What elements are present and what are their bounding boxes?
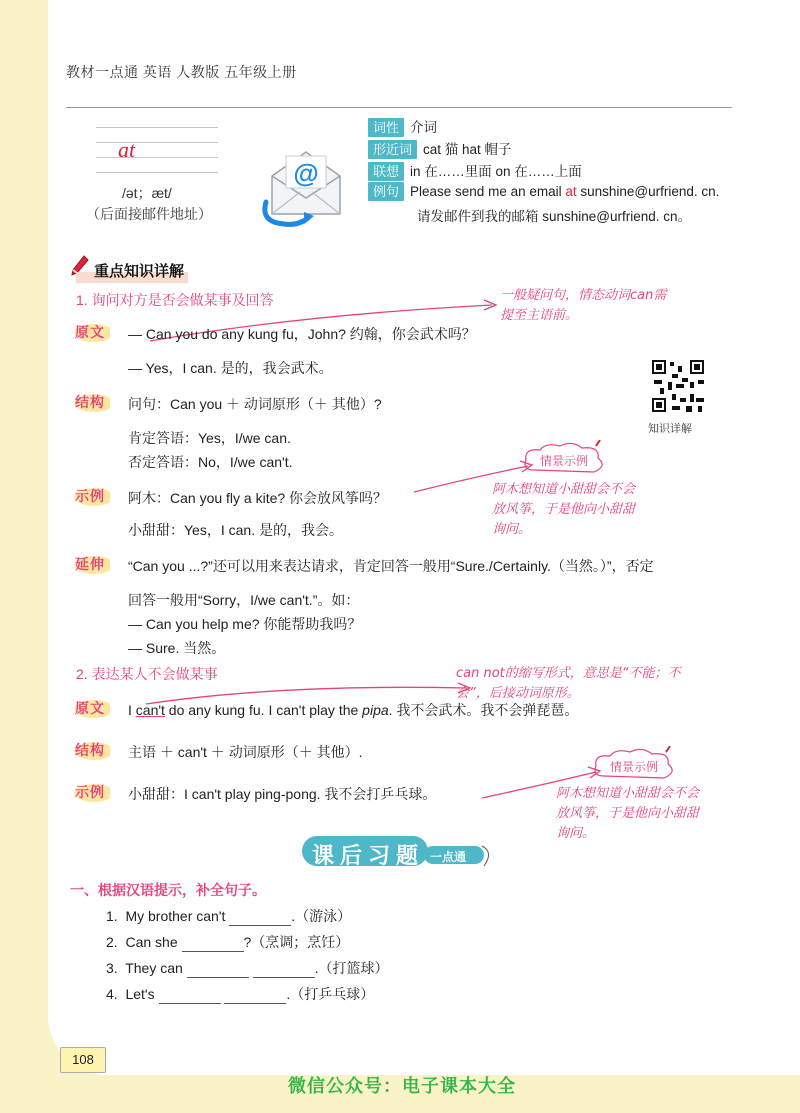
item-hint: .（游泳）: [291, 908, 352, 924]
original-1-line-2: — Yes，I can. 是的，我会武术。: [128, 360, 333, 376]
label-structure-2: 结构: [70, 740, 110, 760]
answer-blank[interactable]: [229, 911, 291, 926]
item-number: 1.: [106, 908, 118, 924]
item-hint: .（打乒乓球）: [286, 986, 375, 1002]
qr-code-icon[interactable]: [650, 358, 706, 414]
answer-blank[interactable]: [224, 989, 286, 1004]
item-prompt: They can: [125, 960, 183, 976]
note-scenario-1: 阿木想知道小甜甜会不会放风筝，于是他向小甜甜询问。: [492, 482, 636, 537]
banner-subtitle: 一点通: [430, 850, 467, 864]
original-1-line-1: — Can you do any kung fu，John? 约翰，你会武术吗？: [128, 326, 476, 342]
vocab-example-after: sunshine@urfriend. cn.: [576, 184, 720, 199]
vocab-row-example: [368, 182, 719, 201]
scenario-cloud-2: 情景示例: [609, 760, 658, 774]
extend-line-1: “Can you ...?”还可以用来表达请求，肯定回答一般用“Sure./Certainly.（当然。）”，否定: [128, 558, 654, 574]
structure-2-line: 主语 ＋ can't ＋ 动词原形（＋ 其他）.: [128, 744, 363, 760]
word-writing-lines: [96, 127, 218, 187]
vocab-example-highlight: at: [565, 184, 577, 199]
original-2-pipa: pipa: [362, 702, 389, 718]
extend-line-4: — Sure. 当然。: [128, 640, 226, 656]
exercise-item-4: [106, 984, 374, 1004]
tag-associate: 联想: [368, 162, 404, 181]
label-extend: 延伸: [70, 554, 110, 574]
tag-pos: 词性: [368, 118, 404, 137]
original-2-after: do any kung fu. I can't play the: [164, 702, 363, 718]
vocab-example-before: Please send me an email: [410, 184, 566, 199]
extend-line-2: 回答一般用“Sorry，I/we can't.”。如：: [128, 592, 360, 608]
banner-title: 课后习题: [312, 843, 425, 868]
vocab-row-associate: [368, 160, 582, 181]
email-envelope-icon: [258, 142, 354, 228]
note-cant: can not的缩写形式，意思是“不能；不会”，后接动词原形。: [456, 666, 681, 701]
footer-watermark: 微信公众号：电子课本大全: [288, 1076, 516, 1096]
exercise-title: 一、根据汉语提示，补全句子。: [70, 882, 266, 898]
answer-blank[interactable]: [182, 937, 244, 952]
exercise-item-1: [106, 906, 351, 926]
vocab-row-similar: [368, 138, 512, 159]
tag-example: 例句: [368, 182, 404, 201]
vocab-phonetic: /ət；æt/: [122, 185, 172, 201]
item-prompt: Let's: [125, 986, 155, 1002]
header-divider: [66, 107, 732, 108]
extend-line-3: — Can you help me? 你能帮助我吗？: [128, 616, 362, 632]
exercise-banner: [300, 832, 500, 872]
original-2-end: . 我不会武术。我不会弹琵琶。: [388, 702, 579, 718]
point1-heading: 1. 询问对方是否会做某事及回答: [76, 292, 274, 308]
vocab-example-translation: 请发邮件到我的邮箱 sunshine@urfriend. cn。: [417, 209, 692, 224]
vocab-similar-text: cat 猫 hat 帽子: [423, 142, 512, 157]
label-example-2: 示例: [70, 782, 110, 802]
vocab-word: at: [118, 137, 136, 162]
item-number: 3.: [106, 960, 118, 976]
qr-label: 知识详解: [648, 423, 692, 435]
item-hint: .（打篮球）: [314, 960, 389, 976]
structure-1-negative: 否定答语：No，I/we can't.: [128, 454, 293, 470]
section-title: 重点知识详解: [76, 258, 188, 283]
original-2-line: [128, 700, 578, 720]
page-number: 108: [60, 1047, 106, 1073]
label-structure-1: 结构: [70, 392, 110, 412]
label-example-1: 示例: [70, 486, 110, 506]
label-original-1: 原文: [70, 322, 110, 342]
exercise-item-2: [106, 932, 349, 952]
running-header: 教材一点通 英语 人教版 五年级上册: [66, 64, 297, 80]
svg-text:@: @: [293, 158, 319, 188]
item-prompt: My brother can't: [125, 908, 226, 924]
scenario-cloud-1: 情景示例: [539, 454, 588, 468]
item-prompt: Can she: [125, 934, 178, 950]
exercise-item-3: [106, 958, 388, 978]
item-number: 2.: [106, 934, 118, 950]
tag-similar: 形近词: [368, 140, 417, 159]
example-2-line: 小甜甜：I can't play ping-pong. 我不会打乒乓球。: [128, 786, 437, 802]
item-number: 4.: [106, 986, 118, 1002]
vocab-row-pos: [368, 116, 437, 137]
example-1-line-1: 阿木：Can you fly a kite? 你会放风筝吗？: [128, 490, 388, 506]
example-1-line-2: 小甜甜：Yes，I can. 是的，我会。: [128, 522, 343, 538]
original-2-cant: can't: [135, 702, 165, 718]
original-2-before: I: [128, 702, 136, 718]
answer-blank[interactable]: [253, 963, 315, 978]
note-interrogative: 一般疑问句，情态动词can需提至主语前。: [500, 288, 667, 323]
answer-blank[interactable]: [187, 963, 249, 978]
item-hint: ?（烹调；烹饪）: [243, 934, 350, 950]
vocab-associate-text: in 在……里面 on 在……上面: [410, 164, 582, 179]
vocab-pos-text: 介词: [410, 120, 438, 135]
vocab-note: （后面接邮件地址）: [86, 206, 212, 222]
point2-heading: 2. 表达某人不会做某事: [76, 666, 218, 682]
note-scenario-2: 阿木想知道小甜甜会不会放风筝，于是他向小甜甜询问。: [556, 786, 700, 841]
structure-1-question: 问句：Can you ＋ 动词原形（＋ 其他）?: [128, 396, 382, 412]
answer-blank[interactable]: [159, 989, 221, 1004]
label-original-2: 原文: [70, 698, 110, 718]
structure-1-affirmative: 肯定答语：Yes，I/we can.: [128, 430, 291, 446]
